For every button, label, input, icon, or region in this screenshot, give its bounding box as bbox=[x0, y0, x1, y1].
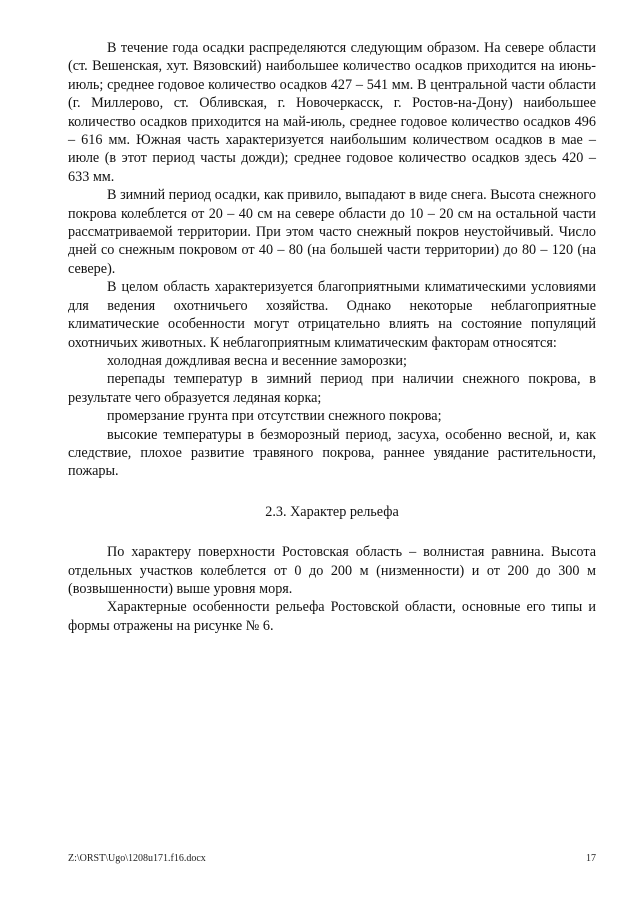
paragraph-winter-snow: В зимний период осадки, как привило, выпадают в виде снега. Высота снежного покрова колеблется от 20 – 40 см на севере области до 10 – 20 см на остальной части рассматриваемой территории. При этом часто снежный покров неустойчивый. Число дней со снежным покровом от 40 – 80 (на большей части территории) до 80 – 120 (на севере). bbox=[68, 187, 596, 277]
document-body bbox=[68, 39, 596, 635]
paragraph-climate-conditions: В целом область характеризуется благоприятными климатическими условиями для ведения охотничьего хозяйства. Однако некоторые неблагоприятные климатические особенности могут отрицательно влиять на состояние популяций охотничьих животных. К неблагоприятным климатическим факторам относятся: bbox=[68, 279, 596, 351]
list-item-cold-spring: холодная дождливая весна и весенние заморозки; bbox=[107, 352, 407, 369]
list-item-high-temperatures: высокие температуры в безморозный период, засуха, особенно весной, и, как следствие, плохое развитие травяного покрова, раннее увядание растительности, пожары. bbox=[68, 426, 596, 480]
section-heading: 2.3. Характер рельефа bbox=[265, 503, 399, 520]
list-item-ground-freezing: промерзание грунта при отсутствии снежного покрова; bbox=[107, 408, 442, 425]
paragraph-relief-surface: По характеру поверхности Ростовская область – волнистая равнина. Высота отдельных участков колеблется от 0 до 200 м (низменности) и от 200 до 300 м (возвышенности) выше уровня моря. bbox=[68, 544, 596, 597]
paragraph-relief-figure-reference: Характерные особенности рельефа Ростовской области, основные его типы и формы отражены на рисунке № 6. bbox=[68, 599, 596, 634]
footer-file-path: Z:\ORST\Ugo\1208u171.f16.docx bbox=[68, 853, 206, 864]
list-item-temperature-drops: перепады температур в зимний период при наличии снежного покрова, в результате чего образуется ледяная корка; bbox=[68, 371, 596, 406]
paragraph-precipitation-distribution: В течение года осадки распределяются следующим образом. На севере области (ст. Вешенская, хут. Вязовский) наибольшее количество осадков приходится на июнь-июль; среднее годовое количество осадков 427 – 541 мм. В центральной части области (г. Миллерово, ст. Обливская, г. Новочеркасск, г. Ростов-на-Дону) наибольшее количество осадков приходится на май-июль, среднее годовое количество осадков 496 – 616 мм. Южная часть характеризуется наибольшим количеством осадков в мае – июле (в этот период часты дожди); среднее годовое количество осадков здесь 420 – 633 мм. bbox=[68, 40, 596, 185]
page-number: 17 bbox=[586, 853, 596, 864]
